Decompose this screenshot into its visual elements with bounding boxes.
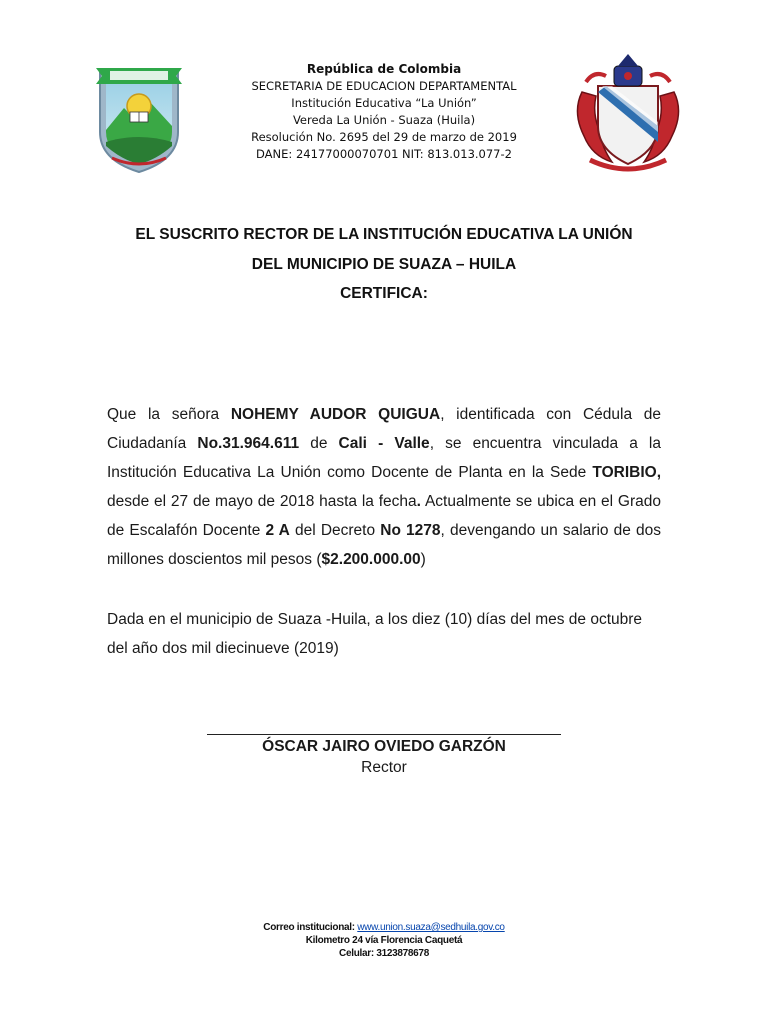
email-label: Correo institucional: (263, 922, 358, 933)
text-segment: desde el 27 de mayo de 2018 hasta la fecha (107, 493, 417, 510)
employee-name: NOHEMY AUDOR QUIGUA (230, 406, 441, 423)
text-segment: , devengando un salario de dos millones doscientos mil pesos ( (107, 522, 662, 568)
school-shield-logo-icon (96, 62, 182, 174)
text-segment: . (416, 493, 421, 510)
signer-role: Rector (361, 759, 407, 776)
footer-address: Kilometro 24 vía Florencia Caquetá (305, 935, 463, 946)
salary-amount: $2.200.000.00 (321, 551, 421, 568)
signature-block (207, 736, 561, 778)
header-country: República de Colombia (306, 62, 462, 76)
text-segment: de (299, 435, 339, 452)
coat-of-arms-icon (572, 52, 684, 174)
certificate-body (107, 400, 662, 657)
text-segment: del Decreto (289, 522, 381, 539)
id-number: No.31.964.611 (197, 435, 300, 452)
title-line-2: DEL MUNICIPIO DE SUAZA – HUILA (251, 255, 517, 273)
title-certifica: CERTIFICA: (340, 285, 428, 302)
header-resolution: Resolución No. 2695 del 29 de marzo de 2019 (251, 130, 517, 144)
title-line-1: EL SUSCRITO RECTOR DE LA INSTITUCIÓN EDUCATIVA LA UNIÓN (135, 226, 633, 243)
header-dane-nit: DANE: 24177000070701 NIT: 813.013.077-2 (256, 147, 512, 161)
certification-paragraph (107, 400, 661, 574)
footer-email-row (200, 921, 568, 934)
signature-line (207, 734, 561, 735)
signer-name: ÓSCAR JAIRO OVIEDO GARZÓN (262, 738, 506, 755)
certificate-title (80, 220, 688, 309)
email-link[interactable]: www.union.suaza@sedhuila.gov.co (357, 922, 505, 933)
header-institution: Institución Educativa “La Unión” (291, 96, 477, 110)
sede-name: TORIBIO, (592, 464, 661, 481)
institution-header (200, 61, 568, 163)
text-segment: ) (420, 551, 426, 568)
id-city: Cali - Valle (338, 435, 430, 452)
decree-number: No 1278 (380, 522, 441, 539)
header-secretariat: SECRETARIA DE EDUCACION DEPARTAMENTAL (251, 79, 517, 93)
text-segment: , identificada con Cédula de Ciudadanía (107, 406, 661, 452)
issue-date-paragraph: Dada en el municipio de Suaza -Huila, a los diez (10) días del mes de octubre del año dos mil diecinueve (2019) (107, 611, 643, 657)
footer-contact (200, 921, 568, 960)
text-segment: , se encuentra vinculada a la Institución Educativa La Unión como Docente de Planta en la Sede (107, 435, 661, 481)
text-segment: Actualmente se ubica en el Grado de Escalafón Docente (107, 493, 662, 539)
footer-phone: Celular: 3123878678 (339, 948, 429, 959)
escalafon-grade: 2 A (265, 522, 290, 539)
header-location: Vereda La Unión - Suaza (Huila) (292, 113, 476, 127)
text-segment: Que la señora (107, 406, 231, 423)
